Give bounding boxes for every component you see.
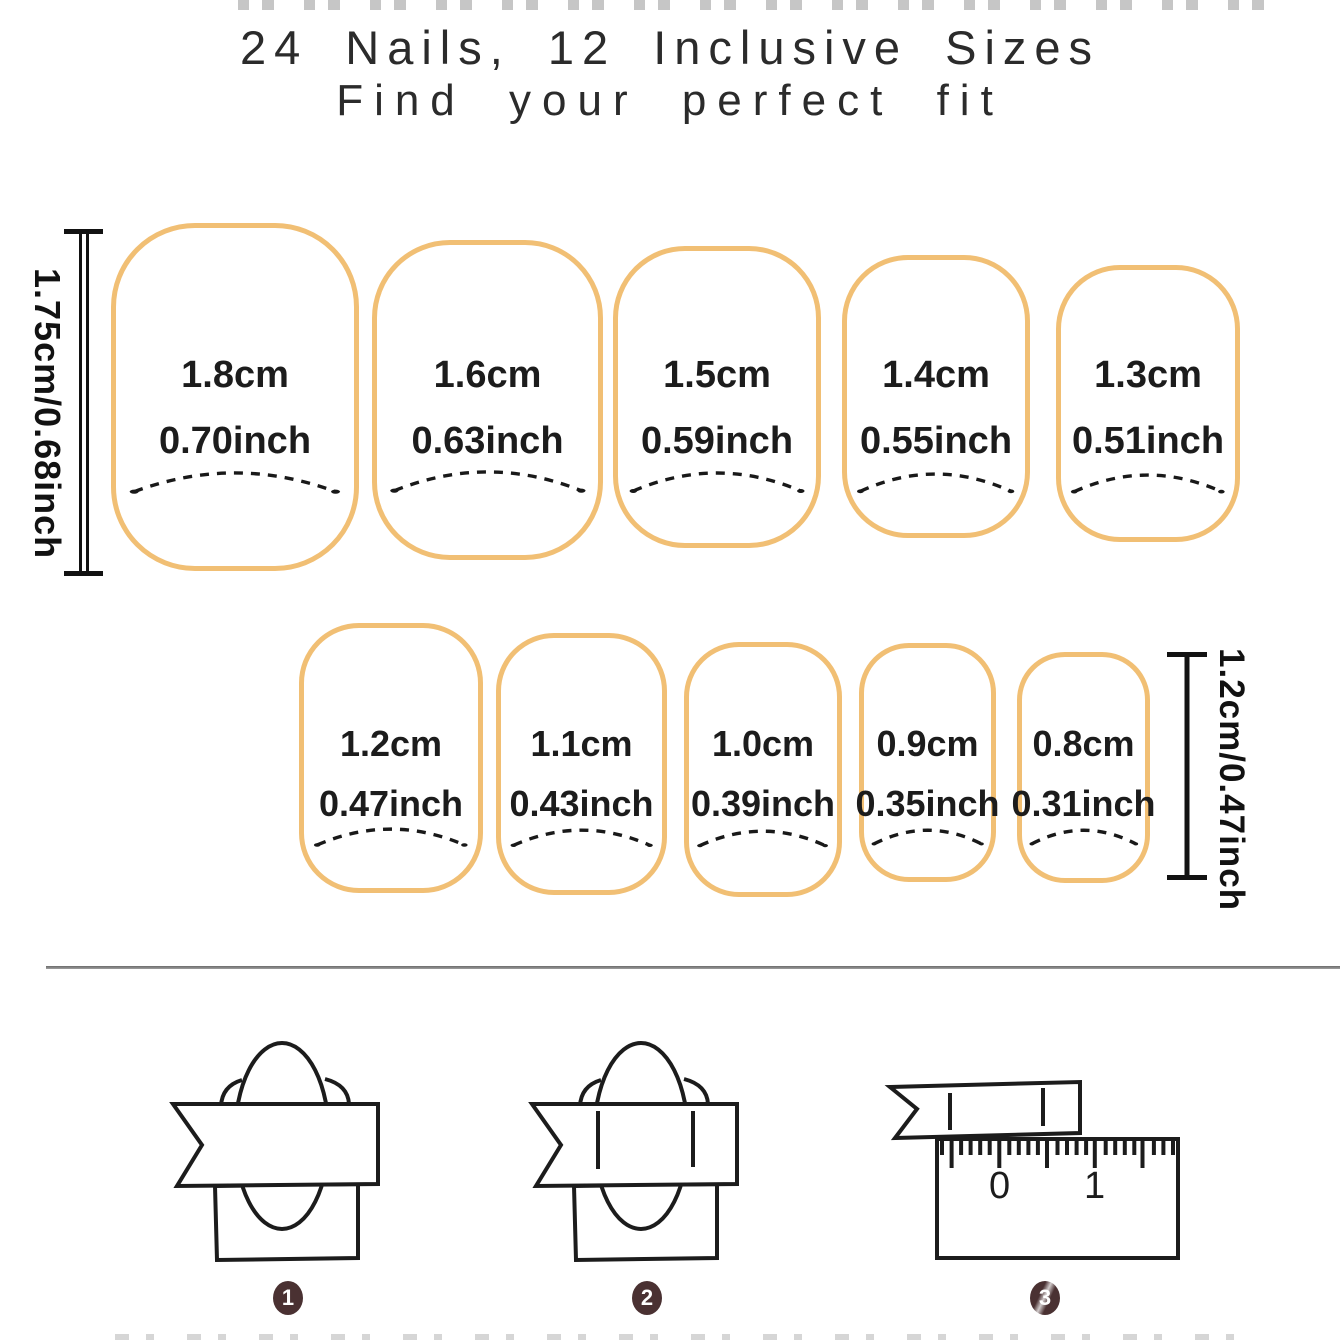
nail-card xyxy=(855,643,1000,882)
nail-size-inch: 0.35inch xyxy=(855,783,1000,824)
cuticle-dashed-arc xyxy=(1026,812,1142,850)
nail-card xyxy=(372,240,603,560)
nail-card xyxy=(613,246,821,548)
nail-size-cm: 1.5cm xyxy=(663,354,771,396)
nail-size-inch: 0.51inch xyxy=(1071,420,1225,462)
nail-size-inch: 0.39inch xyxy=(690,783,836,824)
cropped-text-bottom xyxy=(115,1334,1235,1340)
cuticle-dashed-arc xyxy=(309,808,473,852)
nail-size-cm: 1.0cm xyxy=(711,723,815,764)
nail-size-cm: 0.9cm xyxy=(876,723,979,764)
cuticle-dashed-arc xyxy=(624,449,810,499)
nail-size-cm: 1.3cm xyxy=(1094,354,1202,396)
nail-size-inch: 0.55inch xyxy=(859,420,1013,462)
cuticle-dashed-arc xyxy=(852,451,1019,499)
nail-size-inch: 0.31inch xyxy=(1011,783,1156,824)
ruler-zero-label: 0 xyxy=(989,1165,1011,1207)
nail-size-inch: 0.63inch xyxy=(411,420,564,462)
height-label-row2: 1.2cm/0.47inch xyxy=(1212,648,1251,912)
nail-card xyxy=(684,642,842,897)
tape-ribbon xyxy=(890,1082,1080,1138)
step2-badge: 2 xyxy=(632,1281,662,1315)
step3-badge: 3 xyxy=(1030,1281,1060,1315)
height-bracket-row2 xyxy=(1167,652,1207,880)
nail-size-cm: 1.6cm xyxy=(433,354,542,396)
height-label-row1: 1.75cm/0.68inch xyxy=(27,268,68,560)
cuticle-dashed-arc xyxy=(868,812,987,850)
nail-card xyxy=(1011,652,1156,883)
nail-size-inch: 0.43inch xyxy=(509,783,654,824)
height-bracket-row1 xyxy=(64,229,103,576)
nail-size-cm: 0.8cm xyxy=(1032,723,1135,764)
bracket-stem xyxy=(1185,656,1190,876)
nail-card xyxy=(496,633,667,895)
nail-size-cm: 1.1cm xyxy=(530,723,633,764)
tape-ribbon xyxy=(532,1104,737,1186)
finger-side-right xyxy=(684,1079,708,1104)
section-divider xyxy=(46,966,1340,969)
cuticle-dashed-arc xyxy=(693,812,832,852)
page-subtitle: Find your perfect fit xyxy=(336,76,1004,125)
step3-ruler-diagram xyxy=(876,1070,1188,1266)
tape-ribbon xyxy=(173,1104,378,1186)
nail-card xyxy=(111,223,359,571)
bracket-stem xyxy=(79,233,89,572)
nail-card xyxy=(1056,265,1240,542)
nail-size-inch: 0.70inch xyxy=(158,420,312,462)
nail-card xyxy=(299,623,483,893)
nail-size-inch: 0.59inch xyxy=(640,420,794,462)
page-title: 24 Nails, 12 Inclusive Sizes xyxy=(239,21,1101,74)
cuticle-dashed-arc xyxy=(123,448,347,500)
finger-side-right xyxy=(325,1079,349,1104)
step1-badge: 1 xyxy=(273,1281,303,1315)
nail-size-cm: 1.8cm xyxy=(181,354,289,396)
step1-finger-tape-diagram xyxy=(150,1030,400,1270)
cuticle-dashed-arc xyxy=(1066,453,1230,499)
nail-card xyxy=(842,255,1030,538)
cuticle-dashed-arc xyxy=(384,447,592,499)
bracket-cap xyxy=(1167,875,1207,880)
cuticle-dashed-arc xyxy=(506,810,657,852)
bracket-cap xyxy=(64,571,103,576)
nail-size-inch: 0.47inch xyxy=(318,783,464,824)
nail-size-cm: 1.2cm xyxy=(339,723,443,764)
ruler-one-label: 1 xyxy=(1084,1165,1106,1207)
step2-mark-width-diagram xyxy=(509,1030,759,1270)
cropped-text-top xyxy=(238,0,1270,10)
nail-size-cm: 1.4cm xyxy=(882,354,990,396)
